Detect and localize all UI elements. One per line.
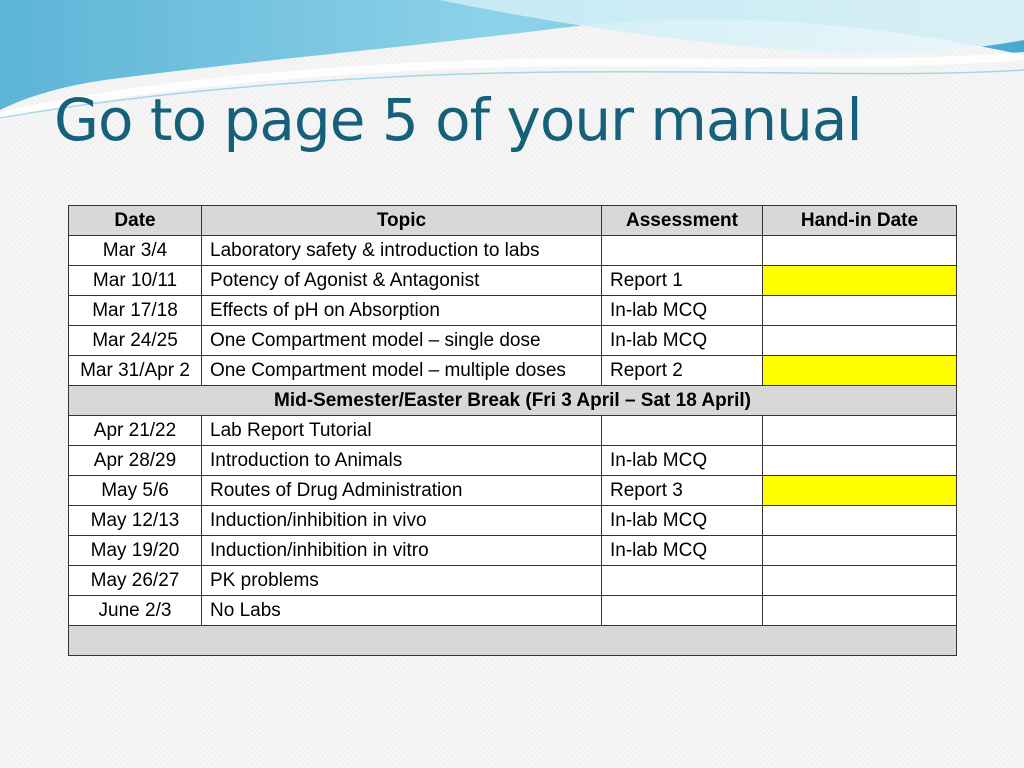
break-label: Mid-Semester/Easter Break (Fri 3 April – Sat 18 April): [69, 386, 957, 416]
table-row: [69, 476, 957, 506]
assessment-cell: In-lab MCQ: [602, 296, 763, 326]
date-cell: May 12/13: [69, 506, 202, 536]
table-row: [69, 536, 957, 566]
column-header-hand-in-date: Hand-in Date: [763, 206, 957, 236]
assessment-cell: [602, 236, 763, 266]
topic-cell: Potency of Agonist & Antagonist: [202, 266, 602, 296]
table-row: [69, 326, 957, 356]
column-header-date: Date: [69, 206, 202, 236]
assessment-cell: In-lab MCQ: [602, 326, 763, 356]
date-cell: Mar 17/18: [69, 296, 202, 326]
date-cell: May 26/27: [69, 566, 202, 596]
hand-in-date-cell: [763, 296, 957, 326]
hand-in-date-cell: [763, 326, 957, 356]
table-row: [69, 596, 957, 626]
column-header-assessment: Assessment: [602, 206, 763, 236]
topic-cell: One Compartment model – single dose: [202, 326, 602, 356]
hand-in-date-cell-highlighted: [763, 476, 957, 506]
topic-cell: Effects of pH on Absorption: [202, 296, 602, 326]
hand-in-date-cell: [763, 596, 957, 626]
hand-in-date-cell: [763, 566, 957, 596]
assessment-cell: Report 1: [602, 266, 763, 296]
table-row: [69, 356, 957, 386]
date-cell: Apr 28/29: [69, 446, 202, 476]
assessment-cell: [602, 566, 763, 596]
table-header-row: [69, 206, 957, 236]
table-footer-row: [69, 626, 957, 656]
table-row: [69, 446, 957, 476]
assessment-cell: In-lab MCQ: [602, 506, 763, 536]
break-row: [69, 386, 957, 416]
date-cell: June 2/3: [69, 596, 202, 626]
assessment-cell: Report 2: [602, 356, 763, 386]
footer-empty-cell: [69, 626, 957, 656]
table-row: [69, 266, 957, 296]
table-row: [69, 506, 957, 536]
lab-schedule-table: [68, 205, 957, 656]
date-cell: Mar 3/4: [69, 236, 202, 266]
table-row: [69, 566, 957, 596]
date-cell: May 19/20: [69, 536, 202, 566]
date-cell: Mar 10/11: [69, 266, 202, 296]
table-row: [69, 416, 957, 446]
topic-cell: Laboratory safety & introduction to labs: [202, 236, 602, 266]
hand-in-date-cell: [763, 416, 957, 446]
assessment-cell: [602, 596, 763, 626]
date-cell: May 5/6: [69, 476, 202, 506]
topic-cell: Induction/inhibition in vitro: [202, 536, 602, 566]
column-header-topic: Topic: [202, 206, 602, 236]
date-cell: Mar 31/Apr 2: [69, 356, 202, 386]
topic-cell: One Compartment model – multiple doses: [202, 356, 602, 386]
assessment-cell: In-lab MCQ: [602, 446, 763, 476]
topic-cell: PK problems: [202, 566, 602, 596]
date-cell: Apr 21/22: [69, 416, 202, 446]
table-row: [69, 236, 957, 266]
page-title: Go to page 5 of your manual: [54, 86, 862, 154]
topic-cell: Introduction to Animals: [202, 446, 602, 476]
hand-in-date-cell: [763, 236, 957, 266]
hand-in-date-cell-highlighted: [763, 356, 957, 386]
topic-cell: Lab Report Tutorial: [202, 416, 602, 446]
hand-in-date-cell: [763, 506, 957, 536]
topic-cell: Induction/inhibition in vivo: [202, 506, 602, 536]
topic-cell: Routes of Drug Administration: [202, 476, 602, 506]
date-cell: Mar 24/25: [69, 326, 202, 356]
topic-cell: No Labs: [202, 596, 602, 626]
assessment-cell: [602, 416, 763, 446]
assessment-cell: In-lab MCQ: [602, 536, 763, 566]
hand-in-date-cell: [763, 536, 957, 566]
table-row: [69, 296, 957, 326]
hand-in-date-cell-highlighted: [763, 266, 957, 296]
assessment-cell: Report 3: [602, 476, 763, 506]
hand-in-date-cell: [763, 446, 957, 476]
